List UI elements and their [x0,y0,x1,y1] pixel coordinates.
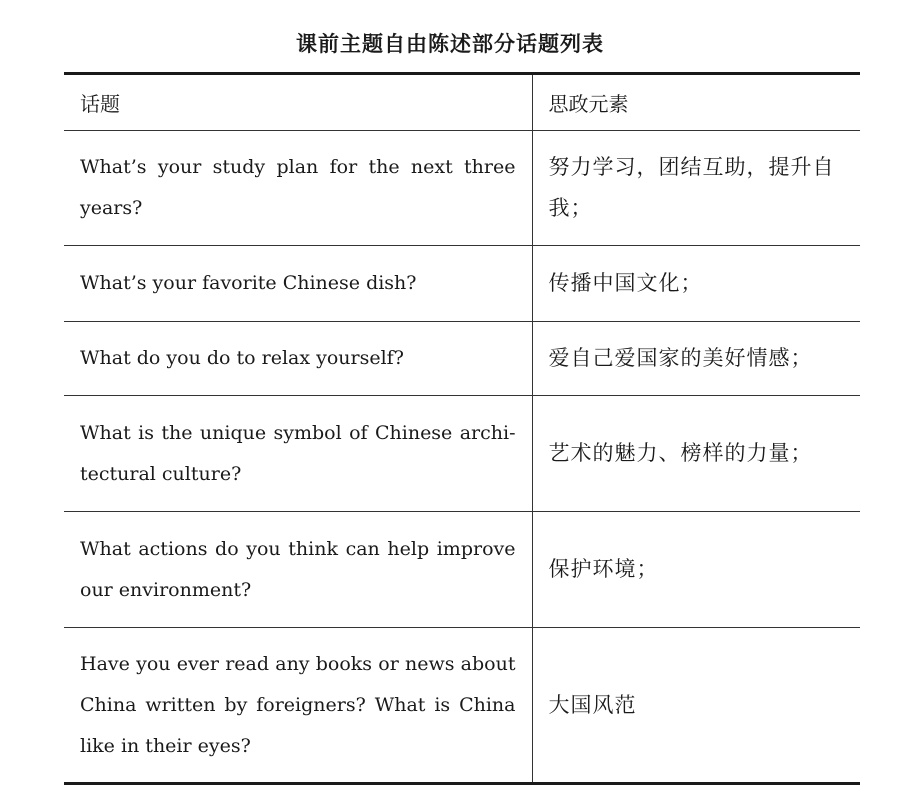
element-cell: 保护环境； [532,512,860,628]
table-row [64,396,860,512]
page-title: 课前主题自由陈述部分话题列表 [296,32,604,56]
element-cell: 大国风范 [532,628,860,784]
table-row [64,131,860,246]
header-element: 思政元素 [532,74,860,131]
topic-cell: What is the unique symbol of Chinese archi-tectural culture? [64,396,532,512]
table-row [64,246,860,322]
topic-cell: What do you do to relax yourself? [64,322,532,396]
topic-cell: What’s your favorite Chinese dish? [64,246,532,322]
table-row [64,628,860,784]
topic-cell: Have you ever read any books or news about China written by foreigners? What is China like in their eyes? [64,628,532,784]
element-cell: 传播中国文化； [532,246,860,322]
topic-cell: What actions do you think can help improve our environment? [64,512,532,628]
topic-table [64,72,860,785]
element-cell: 爱自己爱国家的美好情感； [532,322,860,396]
table-row [64,512,860,628]
topic-cell: What’s your study plan for the next three years? [64,131,532,246]
element-cell: 努力学习，团结互助，提升自我； [532,131,860,246]
table-header [64,74,860,131]
header-topic: 话题 [64,74,532,131]
element-cell: 艺术的魅力、榜样的力量； [532,396,860,512]
table-row [64,322,860,396]
header-row [64,74,860,131]
table-body [64,131,860,784]
